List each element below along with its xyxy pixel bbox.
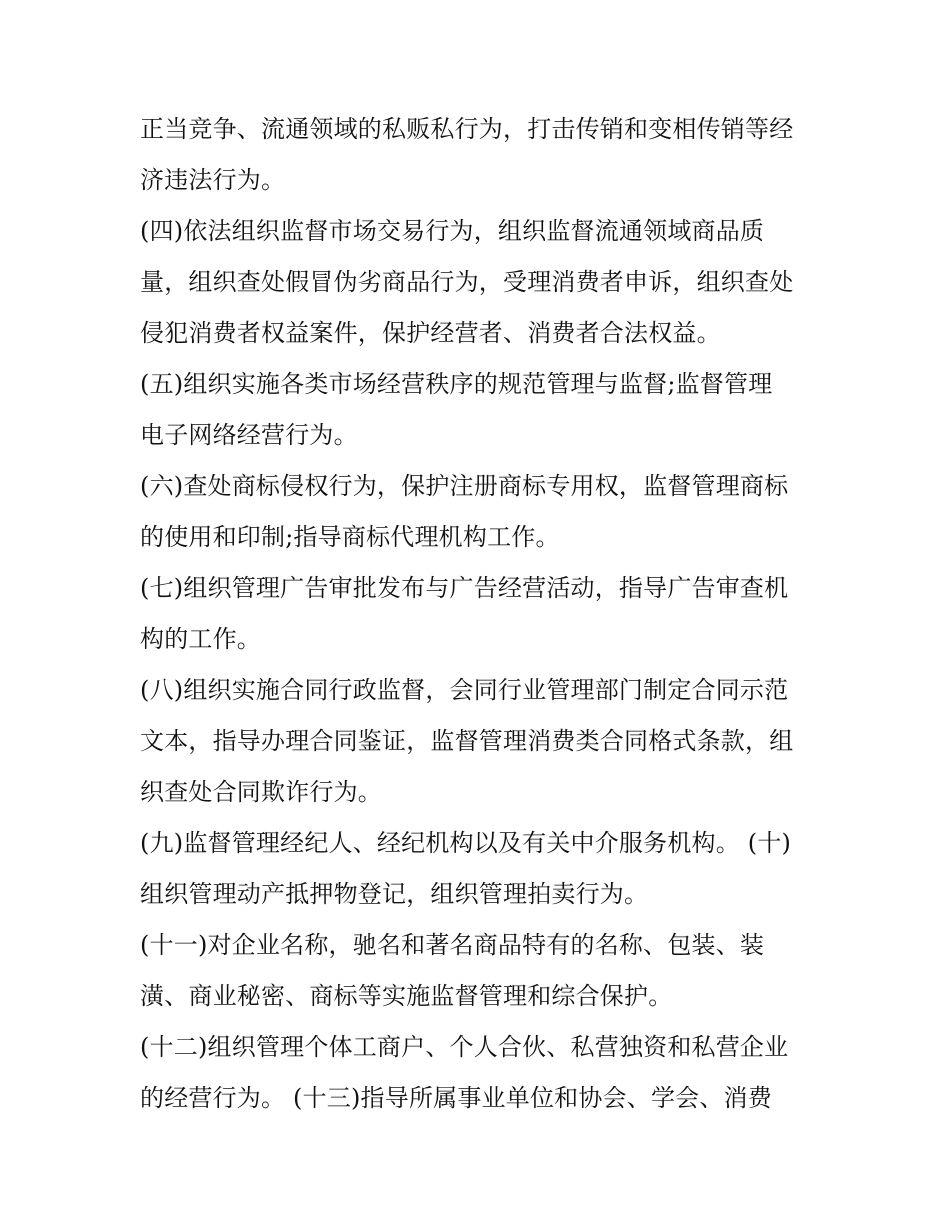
text-line: (十二)组织管理个体工商户、个人合伙、私营独资和私营企业	[140, 1033, 789, 1061]
text-line: 构的工作。	[140, 625, 261, 653]
text-line: 潢、商业秘密、商标等实施监督管理和综合保护。	[140, 982, 673, 1010]
document-body	[140, 104, 820, 1124]
text-line: 文本，指导办理合同鉴证，监督管理消费类合同格式条款，组	[140, 727, 794, 755]
text-line: 济违法行为。	[140, 166, 286, 194]
text-line: 正当竞争、流通领域的私贩私行为，打击传销和变相传销等经	[140, 115, 794, 143]
text-line: (十一)对企业名称，驰名和著名商品特有的名称、包装、装	[140, 931, 765, 959]
text-line: 组织管理动产抵押物登记，组织管理拍卖行为。	[140, 880, 649, 908]
text-line: (五)组织实施各类市场经营秩序的规范管理与监督;监督管理	[140, 370, 773, 398]
text-line: 侵犯消费者权益案件，保护经营者、消费者合法权益。	[140, 319, 721, 347]
text-line: (六)查处商标侵权行为，保护注册商标专用权，监督管理商标	[140, 472, 789, 500]
text-line: 电子网络经营行为。	[140, 421, 358, 449]
text-line: (九)监督管理经纪人、经纪机构以及有关中介服务机构。 (十)	[140, 829, 792, 857]
text-line: 的经营行为。 (十三)指导所属事业单位和协会、学会、消费	[140, 1084, 772, 1112]
text-line: (七)组织管理广告审批发布与广告经营活动，指导广告审查机	[140, 574, 789, 602]
text-line: 量，组织查处假冒伪劣商品行为，受理消费者申诉，组织查处	[140, 268, 794, 296]
text-line: (四)依法组织监督市场交易行为，组织监督流通领域商品质	[140, 217, 765, 245]
text-line: 织查处合同欺诈行为。	[140, 778, 382, 806]
text-line: (八)组织实施合同行政监督，会同行业管理部门制定合同示范	[140, 676, 789, 704]
text-line: 的使用和印制;指导商标代理机构工作。	[140, 523, 560, 551]
